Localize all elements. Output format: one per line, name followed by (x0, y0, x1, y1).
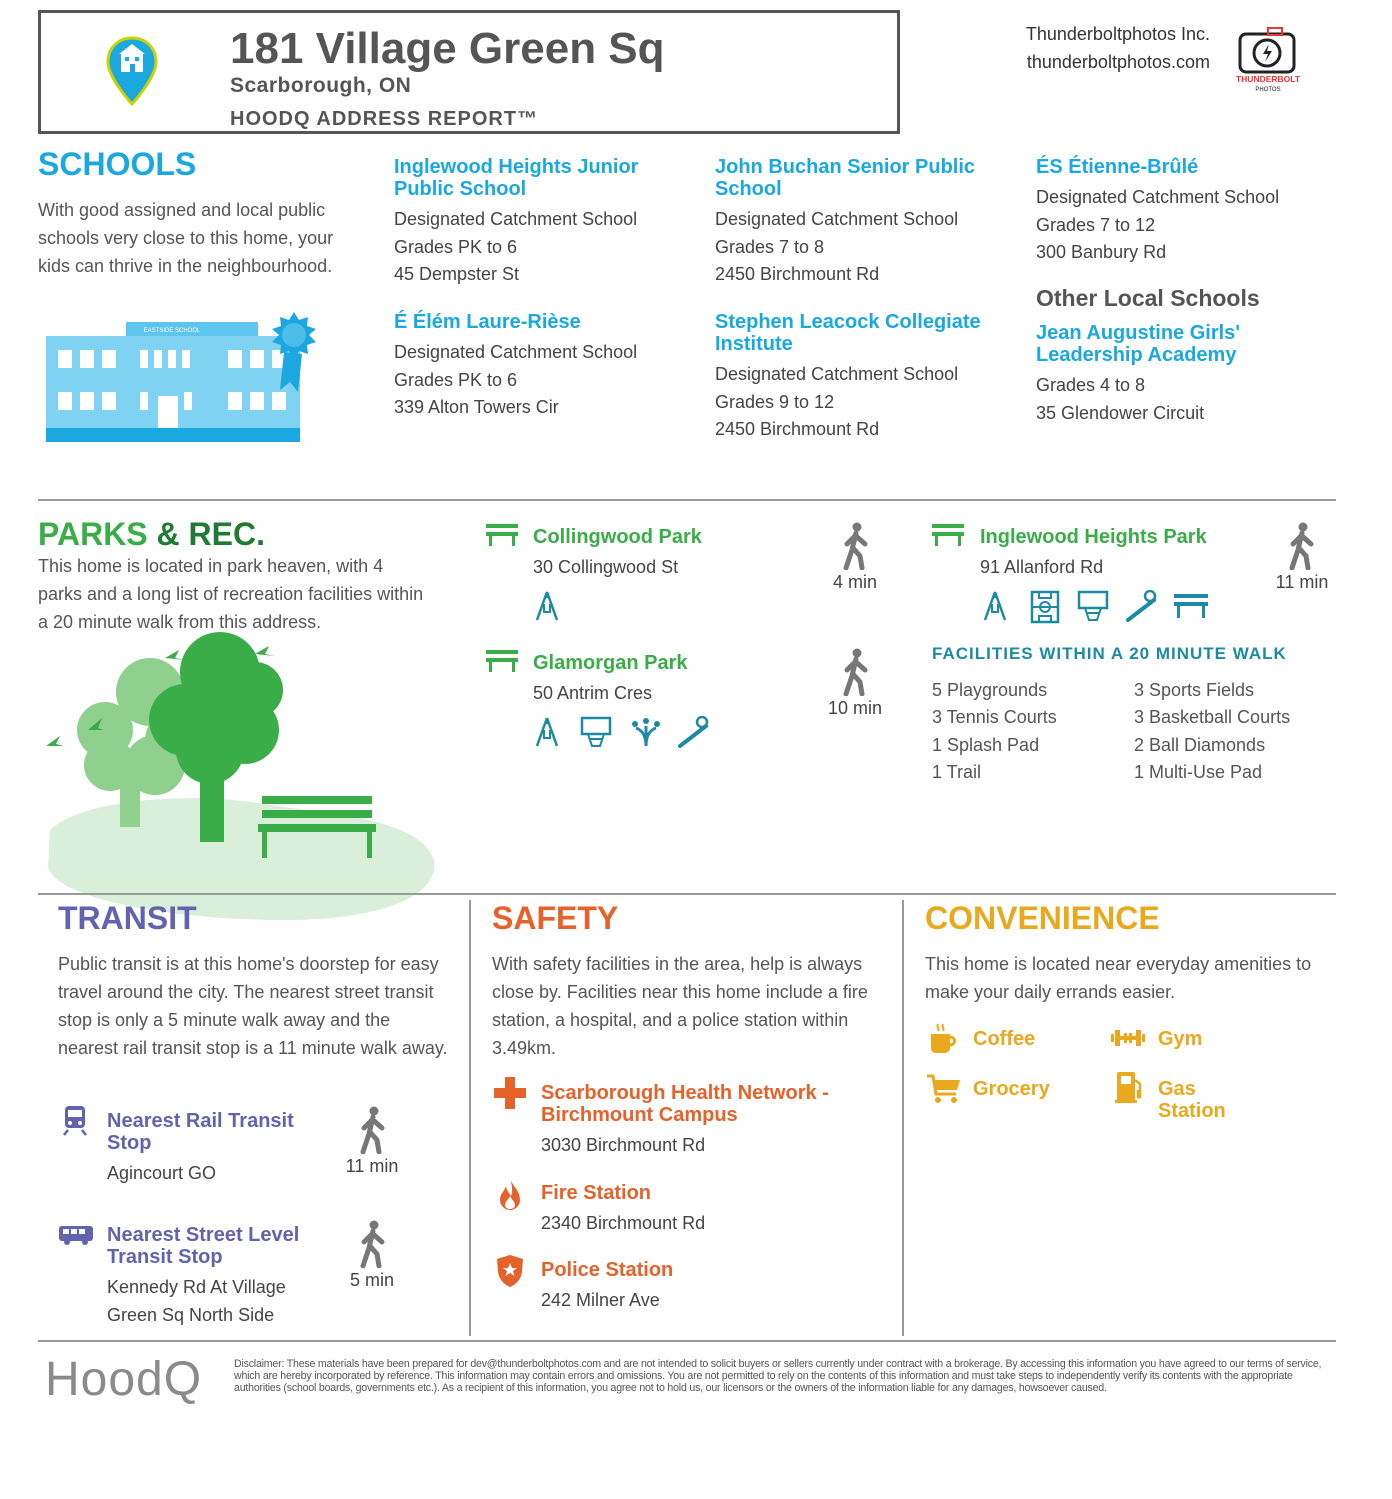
walking-person-icon (357, 1106, 389, 1154)
park-bench-icon (486, 650, 518, 672)
park-address: 30 Collingwood St (533, 557, 679, 577)
dumbbell-icon (1110, 1028, 1146, 1048)
ball-diamond-icon (1126, 590, 1160, 622)
walking-person-icon (840, 648, 872, 696)
page-title: 181 Village Green Sq (230, 24, 665, 73)
facility-item: 1 Trail (932, 762, 982, 782)
section-divider (38, 499, 1336, 501)
ball-diamond-icon (678, 716, 712, 748)
camera-logo-icon (1228, 22, 1308, 94)
school-name[interactable]: John Buchan Senior Public School (715, 156, 976, 200)
facility-item: 3 Basketball Courts (1134, 707, 1291, 727)
school-grades: Grades 7 to 8 (715, 236, 825, 257)
safety-description: With safety facilities in the area, help is always close by. Facilities near this home include a fire station, a hospital, and a police station within 3.49km. (492, 954, 868, 1058)
walk-time: 4 min (832, 572, 877, 592)
street-transit-title: Nearest Street Level Transit Stop (107, 1224, 300, 1268)
parks-title (38, 516, 265, 553)
school-card[interactable] (1036, 156, 1336, 267)
walking-person-icon (1286, 522, 1318, 570)
playground-icon (534, 716, 560, 748)
school-address: 300 Banbury Rd (1036, 242, 1167, 262)
school-building-illustration (44, 312, 320, 444)
facility-item: 3 Tennis Courts (932, 707, 1057, 727)
walking-person-icon (357, 1220, 389, 1268)
school-name[interactable]: É Élém Laure-Rièse (394, 311, 581, 333)
fire-station-name[interactable]: Fire Station (541, 1182, 652, 1204)
transit-description: Public transit is at this home's doorstep for easy travel around the city. The nearest street transit stop is only a 5 minute walk away and the nearest rail transit stop is a 11 minute walk away. (58, 954, 448, 1058)
rail-transit-title: Nearest Rail Transit Stop (107, 1110, 294, 1154)
school-name[interactable]: Stephen Leacock Collegiate Institute (715, 311, 981, 355)
parks-description: This home is located in park heaven, with 4 parks and a long list of recreation facilities within a 20 minute walk from this address. (38, 556, 424, 632)
school-grades: Grades PK to 6 (394, 369, 518, 390)
school-type: Designated Catchment School (715, 364, 959, 384)
section-divider (38, 893, 1336, 895)
hospital-name[interactable]: Scarborough Health Network - Birchmount Campus (541, 1082, 829, 1126)
walk-time: 11 min (1275, 572, 1329, 592)
sports-field-icon (1030, 590, 1060, 624)
police-station-name[interactable]: Police Station (541, 1259, 674, 1281)
home-pin-icon (106, 36, 158, 106)
police-shield-icon (496, 1254, 524, 1288)
school-grades: Grades PK to 6 (394, 236, 518, 257)
hospital-cross-icon (493, 1076, 527, 1110)
school-card[interactable] (1036, 322, 1326, 427)
park-illustration (40, 630, 440, 920)
park-bench-icon (932, 524, 964, 546)
amenity-label[interactable]: Coffee (973, 1028, 1036, 1050)
amenity-label[interactable]: Gym (1158, 1028, 1203, 1050)
logo-subtitle: PHOTOS (1255, 87, 1281, 93)
school-address: 2450 Birchmount Rd (715, 419, 880, 439)
park-name[interactable]: Glamorgan Park (533, 652, 688, 674)
parks-title-main: PARKS (38, 516, 148, 552)
school-card[interactable] (715, 156, 1005, 289)
multi-use-pad-icon (1174, 594, 1208, 618)
shopping-cart-icon (926, 1074, 962, 1104)
playground-icon (534, 590, 560, 622)
facility-item: 1 Splash Pad (932, 735, 1040, 755)
train-icon (62, 1104, 88, 1136)
school-name[interactable]: Inglewood Heights Junior Public School (394, 156, 639, 200)
city-label: Scarborough, ON (230, 74, 412, 97)
school-name[interactable]: Jean Augustine Girls' Leadership Academy (1036, 322, 1241, 366)
park-bench-icon (486, 524, 518, 546)
school-address: 339 Alton Towers Cir (394, 397, 559, 417)
safety-title: SAFETY (492, 900, 619, 936)
disclaimer-text: Disclaimer: These materials have been prepared for dev@thunderboltphotos.com and are not intended to solicit buyers or sellers currently under contract with a brokerage. By accessing this information you have agreed to our terms of service, which are hereby incorporated by reference. This information may contain errors and omissions. You are not permitted to rely on the contents of this information and must take steps to independently verify its contents with the appropriate authorities (school boards, governments etc.). As a recipient of this information, you agree not to hold us, our licensors or the owners of the information liable for any damages, howsoever caused. (234, 1358, 1322, 1394)
school-type: Designated Catchment School (394, 209, 638, 229)
school-sign: EASTSIDE SCHOOL (143, 328, 201, 334)
schools-description: With good assigned and local public schools very close to this home, your kids can thrive in the neighbourhood. (38, 200, 334, 276)
walk-time: 11 min (345, 1156, 399, 1176)
flame-icon (498, 1176, 522, 1212)
basketball-icon (580, 716, 612, 748)
convenience-description: This home is located near everyday amenities to make your daily errands easier. (925, 954, 1312, 1002)
coffee-cup-icon (928, 1022, 958, 1054)
transit-title: TRANSIT (58, 900, 197, 936)
logo-wordmark: THUNDERBOLT (1235, 74, 1301, 84)
amenity-label[interactable]: Gas Station (1158, 1078, 1226, 1122)
walk-time: 5 min (349, 1270, 394, 1290)
basketball-icon (1077, 590, 1109, 622)
facility-item: 2 Ball Diamonds (1134, 735, 1266, 755)
walk-time: 10 min (827, 698, 883, 718)
facility-item: 1 Multi-Use Pad (1134, 762, 1263, 782)
section-divider (38, 1340, 1336, 1342)
school-name[interactable]: ÉS Étienne-Brûlé (1036, 156, 1199, 178)
splash-pad-icon (630, 716, 662, 748)
rail-transit-stop[interactable]: Agincourt GO (107, 1163, 217, 1183)
playground-icon (982, 590, 1008, 622)
schools-title: SCHOOLS (38, 146, 197, 182)
column-divider (469, 900, 471, 1336)
school-card[interactable] (715, 311, 1005, 444)
gas-pump-icon (1114, 1070, 1144, 1104)
convenience-title: CONVENIENCE (925, 900, 1160, 936)
park-address: 91 Allanford Rd (980, 557, 1104, 577)
facility-item: 5 Playgrounds (932, 680, 1048, 700)
school-grades: Grades 7 to 12 (1036, 214, 1156, 235)
other-schools-title: Other Local Schools (1036, 285, 1260, 311)
hoodq-logo: HoodQ (45, 1353, 203, 1406)
column-divider (902, 900, 904, 1336)
street-transit-stop[interactable]: Kennedy Rd At Village Green Sq North Side (107, 1277, 286, 1325)
amenity-label[interactable]: Grocery (973, 1078, 1050, 1100)
school-address: 45 Dempster St (394, 264, 520, 284)
bus-icon (58, 1224, 94, 1246)
company-website[interactable]: thunderboltphotos.com (1026, 52, 1210, 72)
school-address: 35 Glendower Circuit (1036, 402, 1205, 423)
facility-item: 3 Sports Fields (1134, 680, 1255, 700)
school-grades: Grades 9 to 12 (715, 391, 835, 412)
park-name[interactable]: Collingwood Park (533, 526, 702, 548)
school-type: Designated Catchment School (1036, 187, 1280, 207)
company-block (1026, 20, 1210, 76)
park-address: 50 Antrim Cres (533, 683, 653, 703)
school-address: 2450 Birchmount Rd (715, 264, 880, 284)
police-station-address: 242 Milner Ave (541, 1290, 660, 1310)
parks-title-rec: & REC. (156, 516, 265, 552)
school-type: Designated Catchment School (715, 209, 959, 229)
fire-station-address: 2340 Birchmount Rd (541, 1213, 706, 1233)
school-card[interactable] (394, 311, 684, 422)
park-name[interactable]: Inglewood Heights Park (980, 526, 1207, 548)
facilities-title: FACILITIES WITHIN A 20 MINUTE WALK (932, 644, 1287, 663)
walking-person-icon (840, 522, 872, 570)
school-card[interactable] (394, 156, 684, 289)
hospital-address: 3030 Birchmount Rd (541, 1135, 706, 1155)
school-grades: Grades 4 to 8 (1036, 375, 1146, 395)
report-label: HOODQ ADDRESS REPORT™ (230, 108, 539, 130)
school-type: Designated Catchment School (394, 342, 638, 362)
company-name: Thunderboltphotos Inc. (1025, 24, 1210, 44)
